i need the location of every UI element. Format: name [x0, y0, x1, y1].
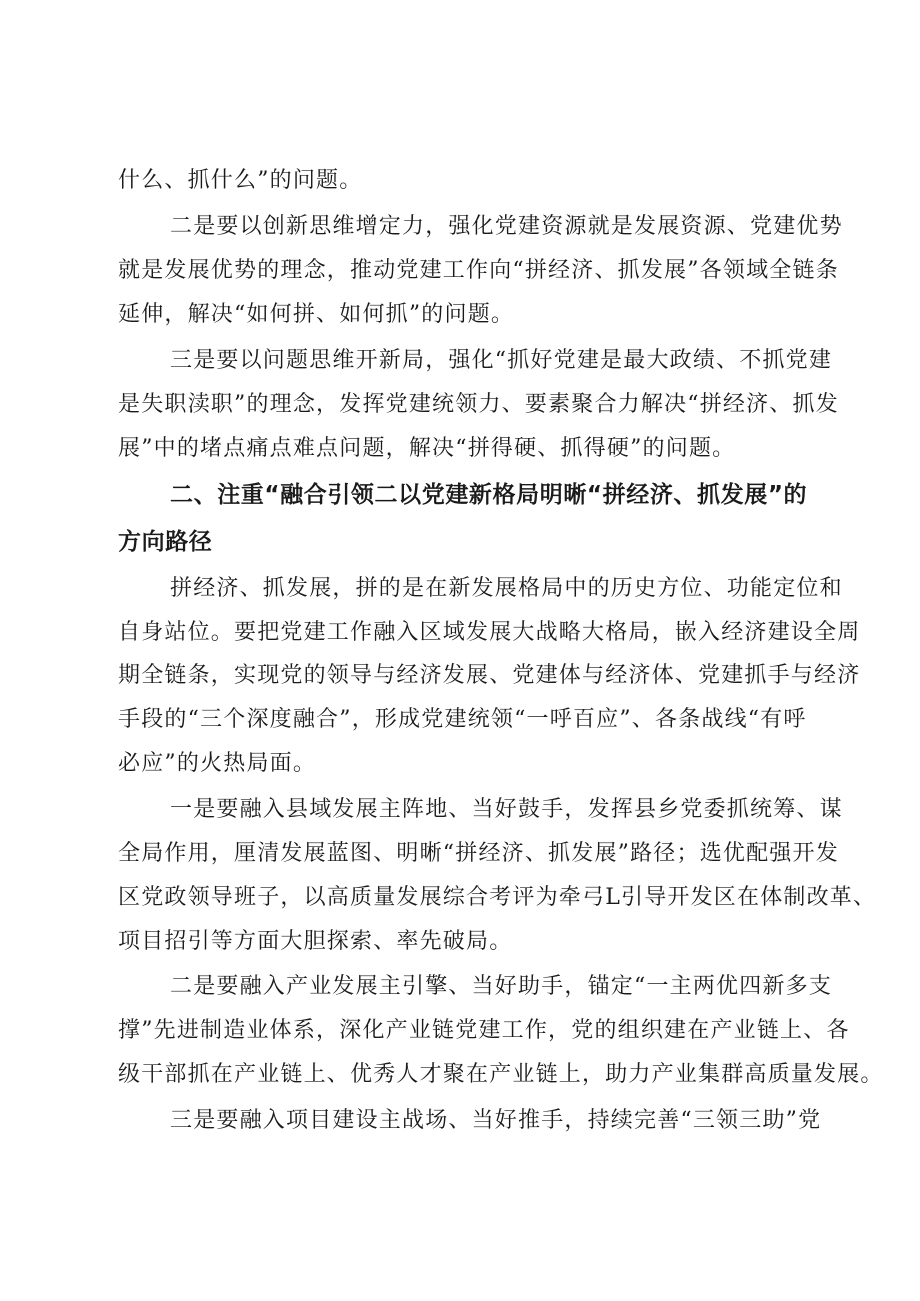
- body-line: 就是发展优势的理念，推动党建工作向“拼经济、抓发展”各领域全链条: [118, 258, 839, 283]
- body-line: 是失职渎职”的理念，发挥党建统领力、要素聚合力解决“拼经济、抓发: [118, 392, 839, 417]
- body-line: 撑”先进制造业体系，深化产业链党建工作，党的组织建在产业链上、各: [118, 1018, 850, 1043]
- body-line: 级干部抓在产业链上、优秀人才聚在产业链上，助力产业集群高质量发展。: [118, 1062, 884, 1087]
- body-line: 项目招引等方面大胆探索、率先破局。: [118, 929, 513, 954]
- body-line: 必应”的火热局面。: [118, 751, 317, 776]
- body-line: 区党政领导班子，以高质量发展综合考评为牵弓L引导开发区在体制改革、: [118, 885, 877, 910]
- paragraph-start-line: 二是要融入产业发展主引擎、当好助手，锚定“一主两优四新多支: [170, 974, 833, 999]
- paragraph-start-line: 二是要以创新思维增定力，强化党建资源就是发展资源、党建优势: [170, 214, 843, 239]
- paragraph-start-line: 一是要融入县域发展主阵地、当好鼓手，发挥县乡党委抓统筹、谋: [170, 797, 843, 822]
- section-heading-line: 二、注重“融合引领二以党建新格局明晰“拼经济、抓发展”的: [170, 482, 808, 508]
- section-heading-line: 方向路径: [118, 529, 213, 555]
- body-line: 手段的“三个深度融合”，形成党建统领“一呼百应”、各条战线“有呼: [118, 707, 807, 732]
- body-line: 全局作用，厘清发展蓝图、明晰“拼经济、抓发展”路径；选优配强开发: [118, 841, 839, 866]
- body-line: 自身站位。要把党建工作融入区域发展大战略大格局，嵌入经济建设全周: [118, 620, 861, 645]
- body-line: 什么、抓什么”的问题。: [118, 168, 363, 193]
- body-line: 延伸，解决“如何拼、如何抓”的问题。: [118, 302, 515, 327]
- body-line: 展”中的堵点痛点难点问题，解决“拼得硬、抓得硬”的问题。: [118, 436, 736, 461]
- paragraph-start-line: 拼经济、抓发展，拼的是在新发展格局中的历史方位、功能定位和: [170, 576, 843, 601]
- paragraph-start-line: 三是要以问题思维开新局，强化“抓好党建是最大政绩、不抓党建: [170, 348, 833, 373]
- body-line: 期全链条，实现党的领导与经济发展、党建体与经济体、党建抓手与经济: [118, 663, 861, 688]
- paragraph-start-line: 三是要融入项目建设主战场、当好推手，持续完善“三领三助”党: [170, 1108, 822, 1133]
